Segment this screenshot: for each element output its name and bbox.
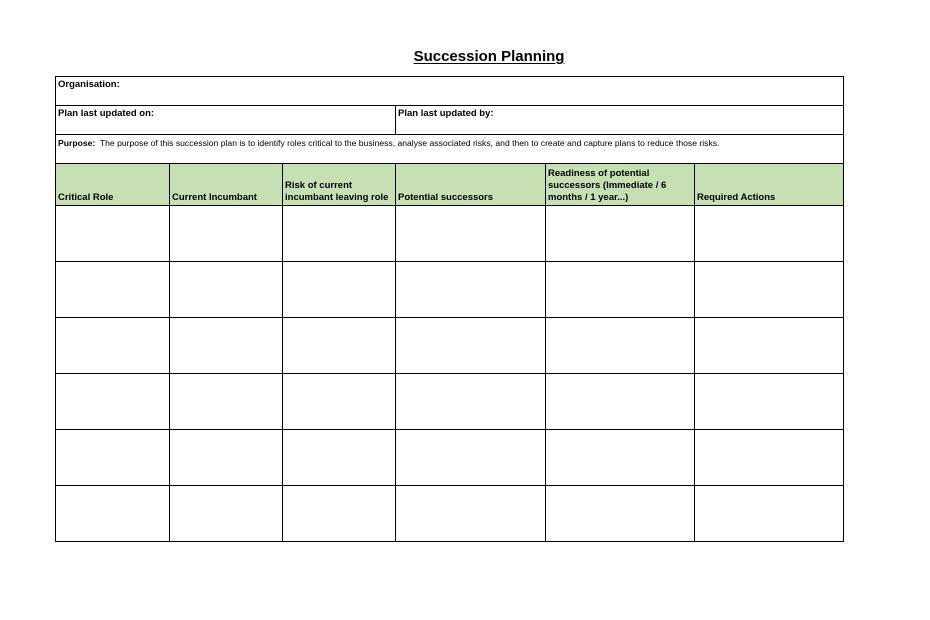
succession-table (55, 76, 844, 542)
purpose-row (56, 135, 844, 164)
plan-updated-on-cell[interactable] (56, 106, 396, 135)
cell-required-actions[interactable] (695, 374, 844, 430)
header-critical-role: Critical Role (56, 164, 170, 206)
cell-potential-successors[interactable] (396, 486, 546, 542)
header-risk-of-leaving: Risk of current incumbant leaving role (283, 164, 396, 206)
cell-readiness[interactable] (546, 206, 695, 262)
plan-updated-row (56, 106, 844, 135)
cell-current-incumbant[interactable] (170, 318, 283, 374)
cell-critical-role[interactable] (56, 262, 170, 318)
cell-critical-role[interactable] (56, 374, 170, 430)
cell-required-actions[interactable] (695, 206, 844, 262)
organisation-cell[interactable] (56, 77, 844, 106)
cell-readiness[interactable] (546, 374, 695, 430)
cell-potential-successors[interactable] (396, 206, 546, 262)
header-required-actions: Required Actions (695, 164, 844, 206)
cell-risk-of-leaving[interactable] (283, 486, 396, 542)
header-readiness: Readiness of potential successors (Immediate / 6 months / 1 year...) (546, 164, 695, 206)
plan-updated-on-label: Plan last updated on: (58, 108, 155, 119)
cell-readiness[interactable] (546, 430, 695, 486)
cell-critical-role[interactable] (56, 206, 170, 262)
header-potential-successors: Potential successors (396, 164, 546, 206)
cell-potential-successors[interactable] (396, 262, 546, 318)
cell-potential-successors[interactable] (396, 374, 546, 430)
purpose-cell (56, 135, 844, 164)
purpose-label: Purpose: (58, 138, 96, 148)
purpose-text: The purpose of this succession plan is to identify roles critical to the business, analyse associated risks, and then to create and capture plans to reduce those risks. (99, 138, 720, 148)
cell-risk-of-leaving[interactable] (283, 430, 396, 486)
cell-risk-of-leaving[interactable] (283, 318, 396, 374)
cell-required-actions[interactable] (695, 318, 844, 374)
cell-critical-role[interactable] (56, 486, 170, 542)
cell-required-actions[interactable] (695, 430, 844, 486)
cell-readiness[interactable] (546, 262, 695, 318)
header-current-incumbant: Current Incumbant (170, 164, 283, 206)
plan-updated-by-label: Plan last updated by: (398, 108, 494, 119)
cell-risk-of-leaving[interactable] (283, 374, 396, 430)
table-row (56, 374, 844, 430)
plan-updated-by-cell[interactable] (396, 106, 844, 135)
cell-current-incumbant[interactable] (170, 430, 283, 486)
cell-current-incumbant[interactable] (170, 374, 283, 430)
cell-current-incumbant[interactable] (170, 206, 283, 262)
document-title: Succession Planning (413, 48, 565, 65)
cell-readiness[interactable] (546, 318, 695, 374)
header-row (56, 164, 844, 206)
cell-potential-successors[interactable] (396, 318, 546, 374)
cell-potential-successors[interactable] (396, 430, 546, 486)
cell-current-incumbant[interactable] (170, 262, 283, 318)
table-row (56, 430, 844, 486)
table-row (56, 318, 844, 374)
organisation-row (56, 77, 844, 106)
organisation-label: Organisation: (58, 79, 120, 90)
cell-required-actions[interactable] (695, 262, 844, 318)
table-row (56, 486, 844, 542)
cell-risk-of-leaving[interactable] (283, 206, 396, 262)
cell-critical-role[interactable] (56, 318, 170, 374)
cell-risk-of-leaving[interactable] (283, 262, 396, 318)
table-row (56, 206, 844, 262)
table-row (56, 262, 844, 318)
cell-readiness[interactable] (546, 486, 695, 542)
cell-required-actions[interactable] (695, 486, 844, 542)
cell-critical-role[interactable] (56, 430, 170, 486)
cell-current-incumbant[interactable] (170, 486, 283, 542)
